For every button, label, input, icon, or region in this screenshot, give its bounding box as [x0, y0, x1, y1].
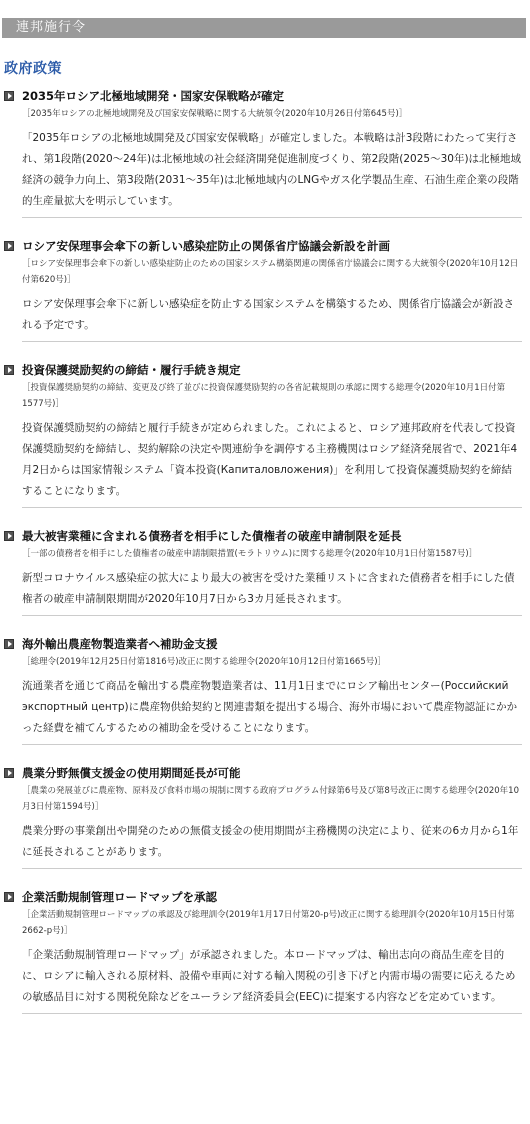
item-body: 投資保護奨励契約の締結と履行手続きが定められました。これによると、ロシア連邦政府を代表して投資保護奨励契約を締結し、契約解除の決定や関連紛争を調停する主務機関はロシア経済発展省で、2021年4月2日からは国家情報システム「資本投資(Капиталовложения)」を利用して投資保護奨励契約を締結することになります。	[22, 418, 522, 508]
list-item	[0, 636, 530, 745]
policy-list	[0, 88, 530, 1034]
list-item	[0, 889, 530, 1014]
item-title: 最大被害業種に含まれる債務者を相手にした債権者の破産申請制限を延長	[22, 529, 402, 543]
item-law-reference: ［総理令(2019年12月25日付第1816号)改正に関する総理令(2020年10月12日付第1665号)］	[22, 657, 387, 667]
list-item	[0, 765, 530, 869]
item-body: 流通業者を通じて商品を輸出する農産物製造業者は、11月1日までにロシア輸出センター(Российский экспортный центр)に農産物供給契約と関連書類を提出する場合、海外市場において農産物認証にかかった経費を補てんするための補助金を受けることになります。	[22, 676, 522, 745]
list-item	[0, 238, 530, 342]
list-item	[0, 528, 530, 616]
page-title: 連邦施行令	[16, 20, 87, 35]
item-body: 「2035年ロシアの北極地域開発及び国家安保戦略」が確定しました。本戦略は計3段階にわたって実行され、第1段階(2020〜24年)は北極地域の社会経済開発促進制度づくり、第2段階(2025〜30年)は北極地域経済の競争力向上、第3段階(2031〜35年)は北極地域内のLNGやガス化学製品生産、石油生産企業の段階的生産量拡大を明示しています。	[22, 128, 522, 218]
item-title: 海外輸出農産物製造業者へ補助金支援	[22, 637, 218, 651]
item-title: 投資保護奨励契約の締結・履行手続き規定	[22, 363, 241, 377]
item-body: 新型コロナウイルス感染症の拡大により最大の被害を受けた業種リストに含まれた債務者を相手にした債権者の破産申請制限期間が2020年10月7日から3カ月延長されます。	[22, 568, 522, 616]
list-item	[0, 88, 530, 218]
arrow-bullet-icon	[4, 91, 14, 101]
arrow-bullet-icon	[4, 639, 14, 649]
item-law-reference: ［投資保護奨励契約の締結、変更及び終了並びに投資保護奨励契約の各省記載規則の承認に関する総理令(2020年10月1日付第1577号)］	[22, 383, 506, 409]
item-law-reference: ［2035年ロシアの北極地域開発及び国家安保戦略に関する大統領令(2020年10月26日付第645号)］	[22, 109, 408, 119]
item-body: 「企業活動規制管理ロードマップ」が承認されました。本ロードマップは、輸出志向の商品生産を目的に、ロシアに輸入される原材料、設備や車両に対する輸入関税の引き下げと内需市場の需要に応えるための敏感品目に対する関税免除などをユーラシア経済委員会(EEC)に提案する内容などを定めています。	[22, 945, 522, 1014]
item-title: 2035年ロシア北極地域開発・国家安保戦略が確定	[22, 89, 285, 103]
item-law-reference: ［農業の発展並びに農産物、原料及び食料市場の規制に関する政府プログラム付録第6号及び第8号改正に関する総理令(2020年10月3日付第1594号)］	[22, 786, 520, 812]
arrow-bullet-icon	[4, 365, 14, 375]
arrow-bullet-icon	[4, 241, 14, 251]
item-title: 農業分野無償支援金の使用期間延長が可能	[22, 766, 241, 780]
item-body: 農業分野の事業創出や開発のための無償支援金の使用期間が主務機関の決定により、従来の6カ月から1年に延長されることがあります。	[22, 821, 522, 869]
item-title: ロシア安保理事会傘下の新しい感染症防止の関係省庁協議会新設を計画	[22, 239, 390, 253]
section-title: 政府政策	[4, 61, 62, 77]
arrow-bullet-icon	[4, 531, 14, 541]
item-law-reference: ［企業活動規制管理ロードマップの承認及び総理訓令(2019年1月17日付第20-p号)改正に関する総理訓令(2020年10月15日付第2662-p号)］	[22, 910, 515, 936]
arrow-bullet-icon	[4, 892, 14, 902]
header-bar	[2, 18, 526, 38]
item-law-reference: ［ロシア安保理事会傘下の新しい感染症防止のための国家システム構築関連の関係省庁協議会に関する大統領令(2020年10月12日付第620号)］	[22, 259, 519, 285]
arrow-bullet-icon	[4, 768, 14, 778]
item-law-reference: ［一部の債務者を相手にした債権者の破産申請制限措置(モラトリウム)に関する総理令(2020年10月1日付第1587号)］	[22, 549, 478, 559]
item-title: 企業活動規制管理ロードマップを承認	[22, 890, 218, 904]
list-item	[0, 362, 530, 508]
item-body: ロシア安保理事会傘下に新しい感染症を防止する国家システムを構築するため、関係省庁協議会が新設される予定です。	[22, 294, 522, 342]
